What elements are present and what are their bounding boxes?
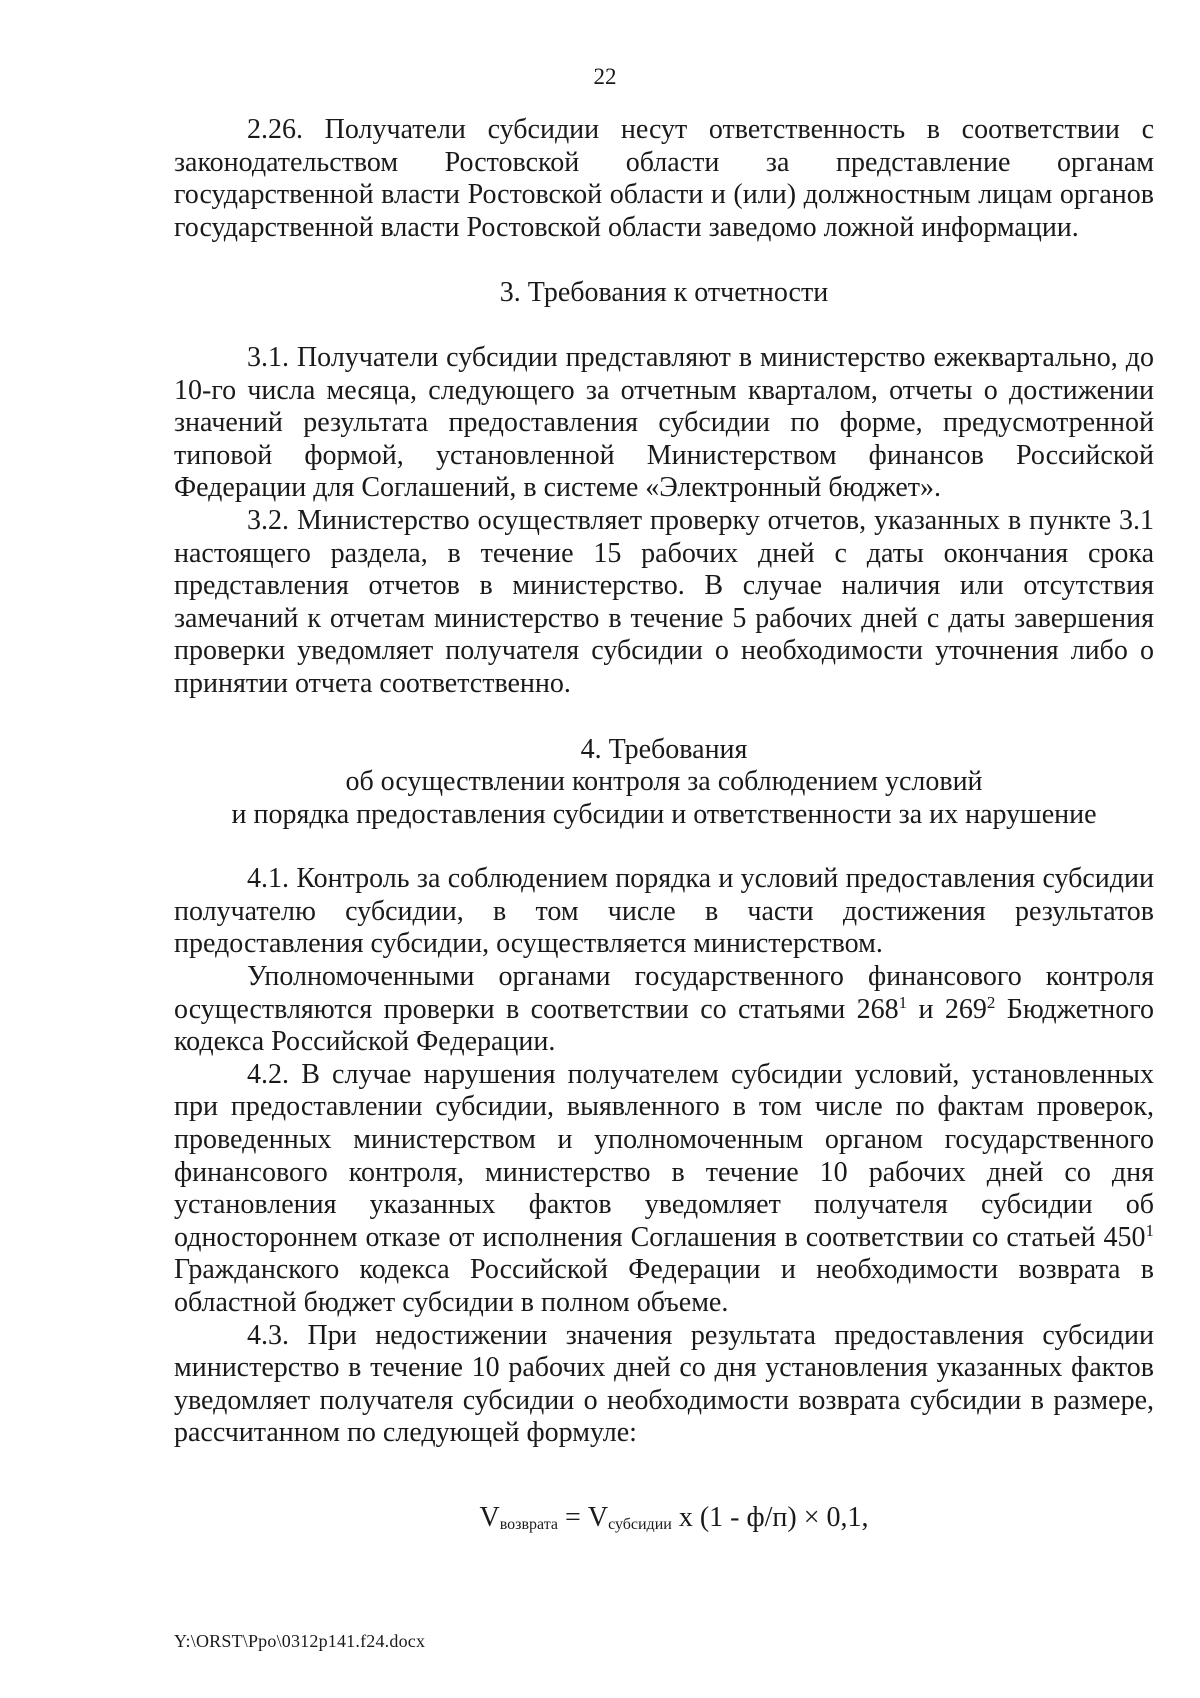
page-number: 22	[593, 64, 617, 89]
paragraph-4-2	[174, 1059, 1154, 1320]
formula-v-subsidy: V	[587, 1501, 609, 1533]
formula-rest: x (1 - ф/п) × 0,1,	[671, 1501, 869, 1533]
document-body	[174, 114, 1154, 1535]
formula-v-refund: V	[479, 1501, 500, 1533]
paragraph-authorized-bodies	[174, 961, 1154, 1059]
paragraph-4-3: 4.3. При недостижении значения результата предоставления субсидии министерство в течение 10 рабочих дней со дня установления указанных фактов уведомляет получателя субсидии о необходимости возврата субсидии в размере, рассчитанном по следующей формуле:	[174, 1319, 1154, 1449]
p-4-2-text-after: Гражданского кодекса Российской Федерации и необходимости возврата в областной бюджет субсидии в полном объеме.	[174, 1254, 1154, 1318]
paragraph-3-1: 3.1. Получатели субсидии представляют в министерство ежеквартально, до 10-го числа месяца, следующего за отчетным кварталом, отчеты о достижении значений результата предоставления субсидии по форме, предусмотренной типовой формой, установленной Министерством финансов Российской Федерации для Соглашений, в системе «Электронный бюджет».	[174, 341, 1154, 504]
section-3-heading: 3. Требования к отчетности	[499, 277, 829, 309]
authorized-text-mid: и 269	[907, 993, 987, 1025]
formula-sub-subsidy: субсидии	[608, 1515, 672, 1533]
section-4-heading-line-1: 4. Требования	[580, 733, 748, 765]
article-268-superscript: 1	[898, 992, 908, 1012]
formula-equals: =	[558, 1501, 588, 1533]
article-269-superscript: 2	[986, 992, 996, 1012]
formula-sub-refund: возврата	[499, 1515, 559, 1533]
refund-formula	[174, 1502, 1154, 1535]
paragraph-4-1: 4.1. Контроль за соблюдением порядка и условий предоставления субсидии получателю субсидии, в том числе в части достижения результатов предоставления субсидии, осуществляется министерством.	[174, 863, 1154, 960]
section-4-heading-line-2: об осуществлении контроля за соблюдением условий	[345, 766, 983, 798]
file-path-footer: Y:\ORST\Ppo\0312p141.f24.docx	[174, 1631, 426, 1651]
paragraph-2-26: 2.26. Получатели субсидии несут ответственность в соответствии с законодательством Ростовской области за представление органам государственной власти Ростовской области и (или) должностным лицам органов государственной власти Ростовской области заведомо ложной информации.	[174, 114, 1154, 243]
article-450-superscript: 1	[1145, 1220, 1154, 1240]
section-4-heading	[174, 734, 1154, 832]
section-4-heading-line-3: и порядка предоставления субсидии и ответственности за их нарушение	[231, 798, 1097, 830]
p-4-2-text-before: 4.2. В случае нарушения получателем субсидии условий, установленных при предоставлении субсидии, выявленного в том числе по фактам проверок, проведенных министерством и уполномоченным органом государственного финансового контроля, министерство в течение 10 рабочих дней со дня установления указанных фактов уведомляет получателя субсидии об одностороннем отказе от исполнения Соглашения в соответствии со статьей 450	[174, 1058, 1154, 1253]
paragraph-3-2: 3.2. Министерство осуществляет проверку отчетов, указанных в пункте 3.1 настоящего раздела, в течение 15 рабочих дней с даты окончания срока представления отчетов в министерство. В случае наличия или отсутствия замечаний к отчетам министерство в течение 5 рабочих дней с даты завершения проверки уведомляет получателя субсидии о необходимости уточнения либо о принятии отчета соответственно.	[174, 504, 1154, 699]
authorized-text-after: Бюджетного кодекса Российской Федерации.	[174, 993, 1155, 1058]
authorized-text-before: Уполномоченными органами государственного финансового контроля осуществляются проверки в соответствии со статьями 268	[174, 961, 1154, 1025]
